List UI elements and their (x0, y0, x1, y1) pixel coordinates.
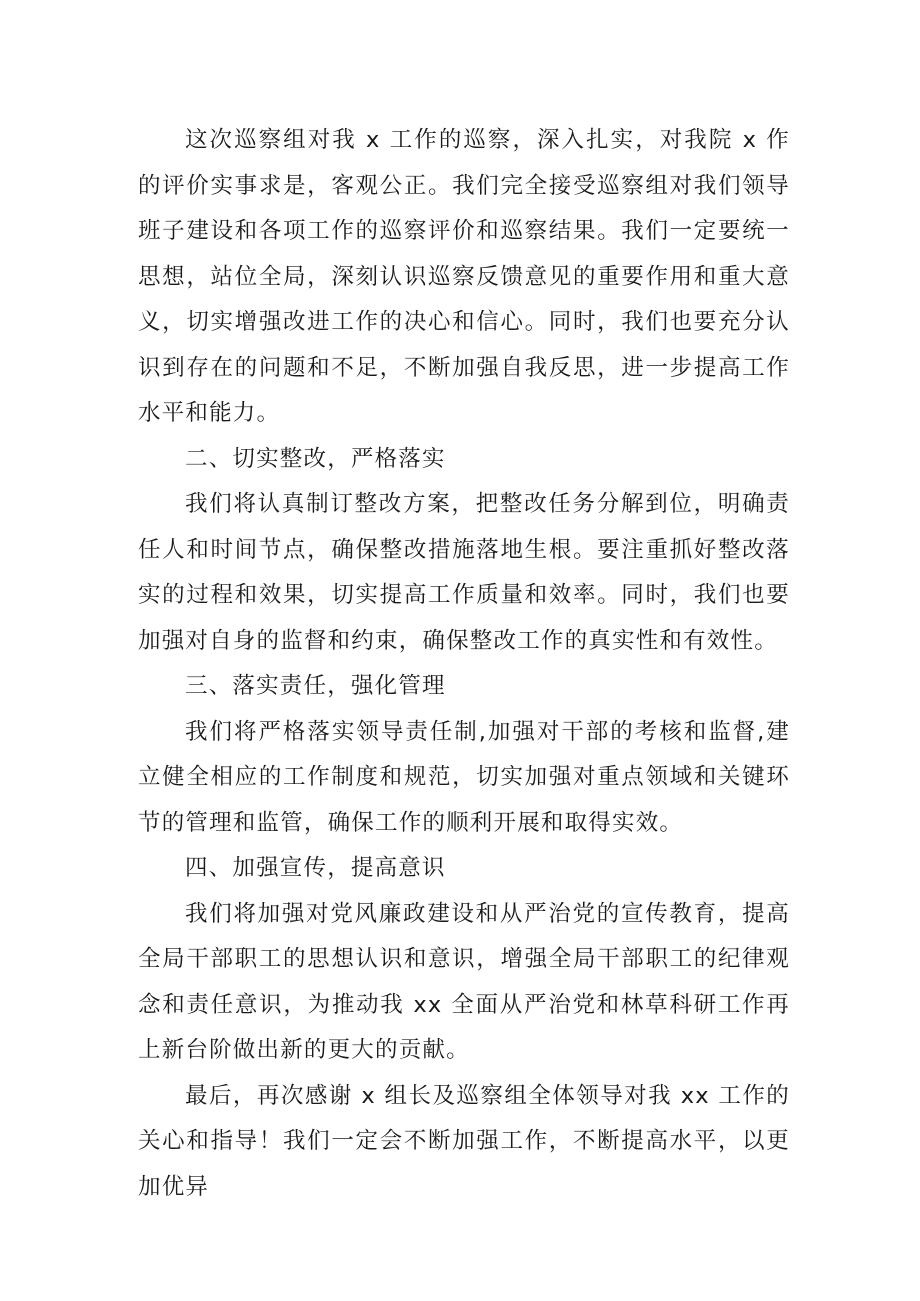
paragraph-closing: 最后，再次感谢 x 组长及巡察组全体领导对我 xx 工作的关心和指导！我们一定会不断加强工作，不断提高水平，以更加优异 (138, 1082, 790, 1200)
heading-responsibility: 三、落实责任，强化管理 (185, 673, 446, 699)
paragraph-publicity: 我们将加强对党风廉政建设和从严治党的宣传教育，提高全局干部职工的思想认识和意识，增强全局干部职工的纪律观念和责任意识，为推动我 xx 全面从严治党和林草科研工作再上新台阶做出新的更大的贡献。 (138, 900, 790, 1063)
heading-rectification: 二、切实整改，严格落实 (185, 445, 446, 472)
document-body (138, 118, 790, 1210)
paragraph-responsibility: 我们将严格落实领导责任制,加强对干部的考核和监督,建立健全相应的工作制度和规范，切实加强对重点领域和关键环节的管理和监管，确保工作的顺利开展和取得实效。 (138, 718, 790, 836)
paragraph-rectification: 我们将认真制订整改方案，把整改任务分解到位，明确责任人和时间节点，确保整改措施落地生根。要注重抓好整改落实的过程和效果，切实提高工作质量和效率。同时，我们也要加强对自身的监督和约束，确保整改工作的真实性和有效性。 (138, 491, 790, 654)
paragraph-acceptance: 这次巡察组对我 x 工作的巡察，深入扎实，对我院 x 作的评价实事求是，客观公正。我们完全接受巡察组对我们领导班子建设和各项工作的巡察评价和巡察结果。我们一定要统一思想，站位全局，深刻认识巡察反馈意见的重要作用和重大意义，切实增强改进工作的决心和信心。同时，我们也要充分认识到存在的问题和不足，不断加强自我反思，进一步提高工作水平和能力。 (138, 127, 790, 426)
heading-publicity: 四、加强宣传，提高意识 (185, 855, 446, 881)
